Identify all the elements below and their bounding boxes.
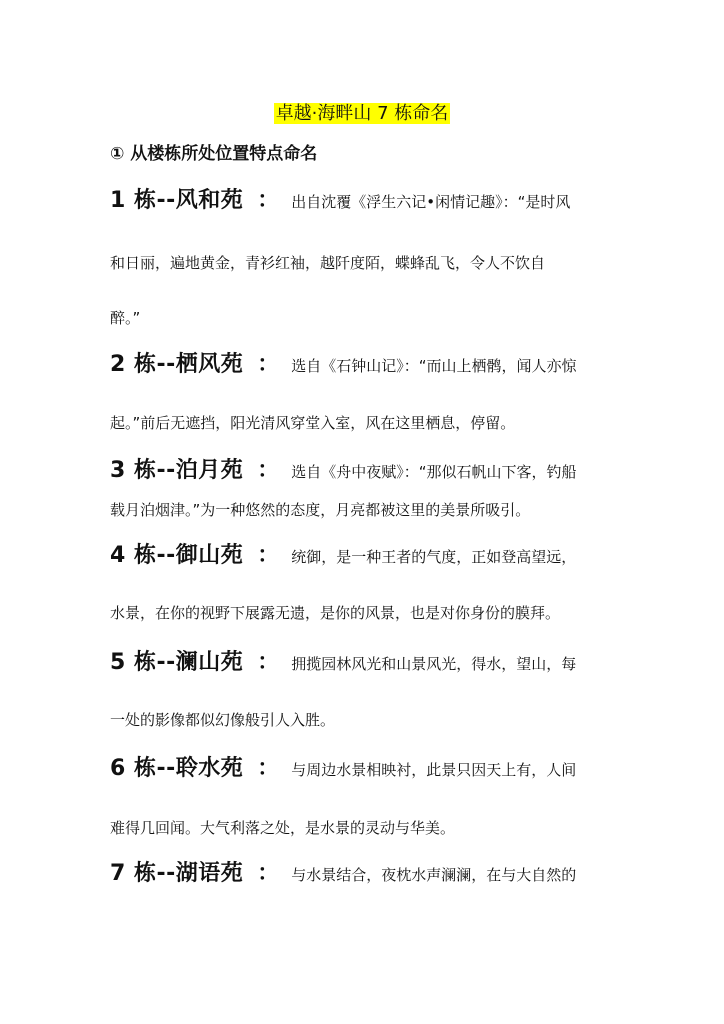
entry-colon: ： (257, 650, 280, 675)
entry-3-head-line (110, 459, 670, 484)
document-title (0, 101, 724, 127)
entry-1-line-3: 醉。” (110, 309, 141, 327)
entry-7-head-line (110, 862, 670, 887)
entry-colon: ： (257, 543, 280, 568)
entry-5-head-line (110, 651, 670, 676)
entry-colon: ： (257, 188, 280, 213)
entry-5-line-2: 一处的影像都似幻像般引人入胜。 (110, 711, 336, 729)
entry-colon: ： (257, 458, 280, 483)
entry-text: 统御，是一种王者的气度，正如登高望远， (291, 548, 577, 566)
entry-colon: ： (257, 756, 280, 781)
entry-2-line-2: 起。”前后无遮挡，阳光清风穿堂入室，风在这里栖息，停留。 (110, 414, 516, 432)
entry-text: 与水景结合，夜枕水声澜澜，在与大自然的 (291, 866, 577, 884)
entry-heading: 3 栋--泊月苑 (110, 458, 244, 483)
entry-heading: 7 栋--湖语苑 (110, 861, 244, 886)
entry-text: 与周边水景相映衬，此景只因天上有，人间 (291, 761, 577, 779)
entry-2-head-line (110, 353, 670, 378)
entry-heading: 2 栋--栖风苑 (110, 352, 244, 377)
entry-1-head-line (110, 189, 670, 214)
entry-4-head-line (110, 544, 670, 569)
entry-text: 拥揽园林风光和山景风光，得水，望山，每 (291, 655, 577, 673)
entry-text: 选自《石钟山记》：“而山上栖鹘，闻人亦惊 (291, 357, 577, 375)
entry-text: 出自沈覆《浮生六记•闲情记趣》：“是时风 (291, 193, 571, 211)
entry-6-line-2: 难得几回闻。大气利落之处，是水景的灵动与华美。 (110, 819, 456, 837)
section-subtitle: ① 从楼栋所处位置特点命名 (110, 144, 318, 164)
entry-colon: ： (257, 352, 280, 377)
entry-colon: ： (257, 861, 280, 886)
entry-heading: 4 栋--御山苑 (110, 543, 244, 568)
entry-heading: 1 栋--风和苑 (110, 188, 244, 213)
entry-4-line-2: 水景，在你的视野下展露无遗，是你的风景，也是对你身份的膜拜。 (110, 604, 561, 622)
entry-6-head-line (110, 757, 670, 782)
entry-1-line-2: 和日丽，遍地黄金，青衫红袖，越阡度陌，蝶蜂乱飞，令人不饮自 (110, 254, 546, 272)
entry-text: 选自《舟中夜赋》：“那似石帆山下客，钓船 (291, 463, 577, 481)
title-highlight: 卓越·海畔山 7 栋命名 (275, 103, 449, 124)
entry-3-line-2: 载月泊烟津。”为一种悠然的态度，月亮都被这里的美景所吸引。 (110, 501, 531, 519)
entry-heading: 6 栋--聆水苑 (110, 756, 244, 781)
entry-heading: 5 栋--澜山苑 (110, 650, 244, 675)
